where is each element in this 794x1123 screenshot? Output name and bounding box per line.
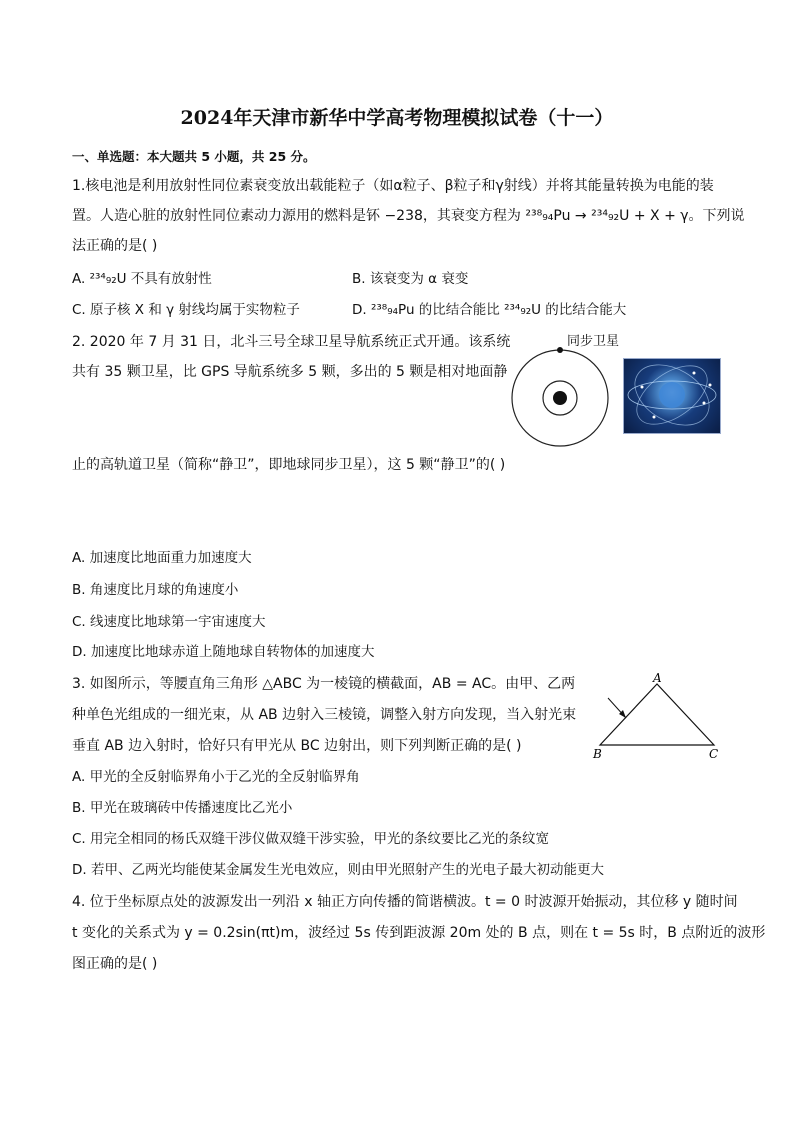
prism-triangle	[600, 684, 714, 745]
satellite-dot	[557, 347, 563, 353]
q2-option-c: C. 线速度比地球第一宇宙速度大	[72, 614, 266, 630]
q3-stem-line3: 垂直 AB 边入射时，恰好只有甲光从 BC 边射出，则下列判断正确的是( )	[72, 738, 522, 754]
q1-option-d: D. ²³⁸₉₄Pu 的比结合能比 ²³⁴₉₂U 的比结合能大	[352, 302, 627, 318]
satellite-caption: 同步卫星	[567, 334, 620, 349]
q2-stem-line1: 2. 2020 年 7 月 31 日，北斗三号全球卫星导航系统正式开通。该系统	[72, 334, 511, 350]
prism-diagram	[590, 670, 725, 770]
q3-stem-line2: 种单色光组成的一细光束，从 AB 边射入三棱镜，调整入射方向发现，当入射光束	[72, 707, 577, 723]
vertex-label-a: A	[653, 671, 662, 685]
q4-stem-line1: 4. 位于坐标原点处的波源发出一列沿 x 轴正方向传播的简谐横波。t = 0 时波源开始振动，其位移 y 随时间	[72, 894, 738, 910]
q1-option-b: B. 该衰变为 α 衰变	[352, 271, 469, 287]
q2-stem-line3: 止的高轨道卫星（简称“静卫”，即地球同步卫星），这 5 颗“静卫”的( )	[72, 457, 506, 473]
orbit-diagram	[510, 346, 614, 450]
section-heading: 一、单选题：本大题共 5 小题，共 25 分。	[72, 149, 316, 164]
q3-option-b: B. 甲光在玻璃砖中传播速度比乙光小	[72, 800, 293, 816]
page-title: 2024年天津市新华中学高考物理模拟试卷（十一）	[180, 107, 614, 129]
q1-option-a: A. ²³⁴₉₂U 不具有放射性	[72, 271, 212, 287]
q2-option-d: D. 加速度比地球赤道上随地球自转物体的加速度大	[72, 644, 375, 660]
vertex-label-c: C	[709, 747, 719, 761]
earth-dot	[553, 391, 567, 405]
q2-stem-line2: 共有 35 颗卫星，比 GPS 导航系统多 5 颗，多出的 5 颗是相对地面静	[72, 364, 508, 380]
q1-stem-line3: 法正确的是( )	[72, 238, 158, 254]
q3-option-a: A. 甲光的全反射临界角小于乙光的全反射临界角	[72, 769, 360, 785]
q1-stem-line2: 置。人造心脏的放射性同位素动力源用的燃料是钚 −238，其衰变方程为 ²³⁸₉₄Pu → ²³⁴₉₂U + X + γ。下列说	[72, 208, 745, 224]
constellation-graphic	[624, 359, 720, 433]
vertex-label-b: B	[593, 747, 602, 761]
q4-stem-line2: t 变化的关系式为 y = 0.2sin(πt)m，波经过 5s 传到距波源 20m 处的 B 点，则在 t = 5s 时，B 点附近的波形	[72, 925, 766, 941]
q1-stem-line1: 1.核电池是利用放射性同位素衰变放出载能粒子（如α粒子、β粒子和γ射线）并将其能量转换为电能的装	[72, 178, 714, 194]
q3-option-c: C. 用完全相同的杨氏双缝干涉仪做双缝干涉实验，甲光的条纹要比乙光的条纹宽	[72, 831, 550, 847]
satellite-constellation-image	[623, 358, 721, 434]
q2-option-b: B. 角速度比月球的角速度小	[72, 582, 239, 598]
q3-option-d: D. 若甲、乙两光均能使某金属发生光电效应，则由甲光照射产生的光电子最大初动能更大	[72, 862, 604, 878]
q1-option-c: C. 原子核 X 和 γ 射线均属于实物粒子	[72, 302, 300, 318]
q2-option-a: A. 加速度比地面重力加速度大	[72, 550, 252, 566]
q3-stem-line1: 3. 如图所示，等腰直角三角形 △ABC 为一棱镜的横截面，AB = AC。由甲、乙两	[72, 676, 576, 692]
q4-stem-line3: 图正确的是( )	[72, 956, 158, 972]
